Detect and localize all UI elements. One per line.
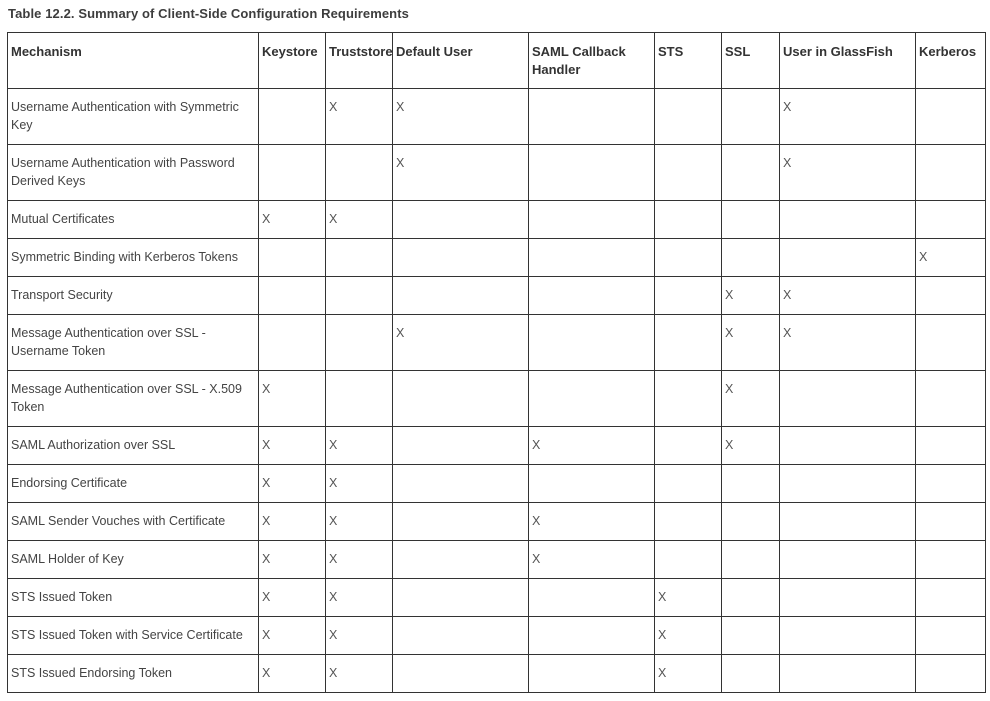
cell-keystore: X — [259, 427, 326, 465]
column-header-truststore: Truststore — [326, 33, 393, 89]
cell-user-in-glassfish — [780, 503, 916, 541]
cell-ssl — [722, 201, 780, 239]
column-header-ssl: SSL — [722, 33, 780, 89]
cell-keystore: X — [259, 201, 326, 239]
cell-kerberos — [916, 655, 986, 693]
cell-sts — [655, 89, 722, 145]
cell-ssl — [722, 465, 780, 503]
table-body — [8, 89, 986, 693]
table-row — [8, 503, 986, 541]
cell-user-in-glassfish — [780, 465, 916, 503]
table-row — [8, 89, 986, 145]
cell-kerberos — [916, 371, 986, 427]
cell-kerberos — [916, 145, 986, 201]
table-row — [8, 277, 986, 315]
cell-mechanism: Endorsing Certificate — [8, 465, 259, 503]
cell-kerberos — [916, 579, 986, 617]
cell-saml-callback-handler — [529, 201, 655, 239]
cell-sts — [655, 465, 722, 503]
table-row — [8, 579, 986, 617]
column-header-default-user: Default User — [393, 33, 529, 89]
cell-ssl — [722, 145, 780, 201]
cell-mechanism: STS Issued Token with Service Certificate — [8, 617, 259, 655]
cell-keystore: X — [259, 371, 326, 427]
cell-sts — [655, 315, 722, 371]
cell-mechanism: SAML Authorization over SSL — [8, 427, 259, 465]
cell-default-user — [393, 427, 529, 465]
cell-default-user — [393, 201, 529, 239]
cell-truststore: X — [326, 465, 393, 503]
cell-truststore: X — [326, 201, 393, 239]
cell-mechanism: Username Authentication with Password Derived Keys — [8, 145, 259, 201]
cell-saml-callback-handler — [529, 617, 655, 655]
cell-default-user — [393, 617, 529, 655]
cell-mechanism: Symmetric Binding with Kerberos Tokens — [8, 239, 259, 277]
cell-sts — [655, 201, 722, 239]
table-row — [8, 427, 986, 465]
cell-user-in-glassfish — [780, 427, 916, 465]
cell-default-user — [393, 371, 529, 427]
cell-kerberos — [916, 89, 986, 145]
cell-sts: X — [655, 655, 722, 693]
cell-user-in-glassfish — [780, 371, 916, 427]
configuration-requirements-table — [7, 32, 986, 693]
cell-kerberos — [916, 201, 986, 239]
column-header-keystore: Keystore — [259, 33, 326, 89]
cell-sts — [655, 145, 722, 201]
cell-saml-callback-handler — [529, 579, 655, 617]
column-header-kerberos: Kerberos — [916, 33, 986, 89]
cell-sts — [655, 277, 722, 315]
cell-ssl: X — [722, 371, 780, 427]
cell-kerberos — [916, 465, 986, 503]
cell-truststore: X — [326, 541, 393, 579]
cell-keystore — [259, 315, 326, 371]
cell-default-user: X — [393, 145, 529, 201]
column-header-sts: STS — [655, 33, 722, 89]
cell-mechanism: STS Issued Token — [8, 579, 259, 617]
cell-truststore: X — [326, 655, 393, 693]
cell-user-in-glassfish: X — [780, 315, 916, 371]
cell-default-user — [393, 655, 529, 693]
cell-saml-callback-handler — [529, 239, 655, 277]
cell-truststore: X — [326, 579, 393, 617]
cell-ssl — [722, 579, 780, 617]
cell-mechanism: Username Authentication with Symmetric Key — [8, 89, 259, 145]
cell-kerberos — [916, 427, 986, 465]
cell-user-in-glassfish — [780, 655, 916, 693]
table-row — [8, 655, 986, 693]
cell-sts — [655, 239, 722, 277]
cell-mechanism: SAML Sender Vouches with Certificate — [8, 503, 259, 541]
cell-truststore — [326, 371, 393, 427]
cell-default-user — [393, 277, 529, 315]
cell-kerberos — [916, 315, 986, 371]
cell-mechanism: STS Issued Endorsing Token — [8, 655, 259, 693]
cell-truststore: X — [326, 89, 393, 145]
cell-keystore — [259, 277, 326, 315]
column-header-user-in-glassfish: User in GlassFish — [780, 33, 916, 89]
cell-default-user — [393, 503, 529, 541]
cell-user-in-glassfish: X — [780, 89, 916, 145]
cell-user-in-glassfish: X — [780, 277, 916, 315]
cell-default-user — [393, 465, 529, 503]
cell-mechanism: Message Authentication over SSL - X.509 Token — [8, 371, 259, 427]
cell-truststore — [326, 277, 393, 315]
header-row — [8, 33, 986, 89]
cell-keystore: X — [259, 617, 326, 655]
cell-mechanism: Transport Security — [8, 277, 259, 315]
cell-keystore — [259, 89, 326, 145]
table-row — [8, 371, 986, 427]
cell-user-in-glassfish — [780, 201, 916, 239]
cell-sts — [655, 427, 722, 465]
cell-sts: X — [655, 617, 722, 655]
cell-saml-callback-handler: X — [529, 427, 655, 465]
cell-default-user: X — [393, 89, 529, 145]
cell-user-in-glassfish — [780, 239, 916, 277]
cell-ssl: X — [722, 427, 780, 465]
cell-saml-callback-handler: X — [529, 541, 655, 579]
column-header-mechanism: Mechanism — [8, 33, 259, 89]
table-row — [8, 541, 986, 579]
cell-ssl — [722, 617, 780, 655]
cell-default-user: X — [393, 315, 529, 371]
cell-truststore: X — [326, 617, 393, 655]
cell-default-user — [393, 579, 529, 617]
cell-ssl: X — [722, 277, 780, 315]
cell-user-in-glassfish — [780, 617, 916, 655]
cell-truststore — [326, 145, 393, 201]
cell-sts — [655, 541, 722, 579]
cell-saml-callback-handler — [529, 465, 655, 503]
cell-ssl — [722, 655, 780, 693]
table-row — [8, 145, 986, 201]
cell-ssl — [722, 541, 780, 579]
cell-keystore: X — [259, 503, 326, 541]
cell-kerberos — [916, 503, 986, 541]
cell-user-in-glassfish — [780, 541, 916, 579]
cell-saml-callback-handler — [529, 371, 655, 427]
cell-truststore — [326, 315, 393, 371]
cell-saml-callback-handler — [529, 315, 655, 371]
cell-user-in-glassfish — [780, 579, 916, 617]
cell-keystore — [259, 239, 326, 277]
table-row — [8, 201, 986, 239]
cell-default-user — [393, 239, 529, 277]
cell-keystore: X — [259, 655, 326, 693]
cell-truststore: X — [326, 503, 393, 541]
cell-keystore: X — [259, 579, 326, 617]
cell-keystore — [259, 145, 326, 201]
cell-saml-callback-handler — [529, 89, 655, 145]
cell-saml-callback-handler — [529, 277, 655, 315]
cell-sts — [655, 371, 722, 427]
cell-truststore: X — [326, 427, 393, 465]
cell-keystore: X — [259, 465, 326, 503]
cell-saml-callback-handler — [529, 655, 655, 693]
cell-kerberos — [916, 277, 986, 315]
cell-kerberos: X — [916, 239, 986, 277]
cell-kerberos — [916, 617, 986, 655]
cell-ssl — [722, 89, 780, 145]
cell-sts — [655, 503, 722, 541]
cell-mechanism: Message Authentication over SSL - Username Token — [8, 315, 259, 371]
cell-default-user — [393, 541, 529, 579]
column-header-saml-callback-handler: SAML Callback Handler — [529, 33, 655, 89]
cell-ssl — [722, 503, 780, 541]
cell-sts: X — [655, 579, 722, 617]
cell-user-in-glassfish: X — [780, 145, 916, 201]
cell-saml-callback-handler — [529, 145, 655, 201]
cell-mechanism: SAML Holder of Key — [8, 541, 259, 579]
table-row — [8, 315, 986, 371]
table-row — [8, 465, 986, 503]
table-row — [8, 239, 986, 277]
cell-ssl: X — [722, 315, 780, 371]
cell-mechanism: Mutual Certificates — [8, 201, 259, 239]
cell-truststore — [326, 239, 393, 277]
table-caption: Table 12.2. Summary of Client-Side Configuration Requirements — [8, 6, 409, 21]
cell-keystore: X — [259, 541, 326, 579]
cell-ssl — [722, 239, 780, 277]
table-row — [8, 617, 986, 655]
cell-kerberos — [916, 541, 986, 579]
cell-saml-callback-handler: X — [529, 503, 655, 541]
